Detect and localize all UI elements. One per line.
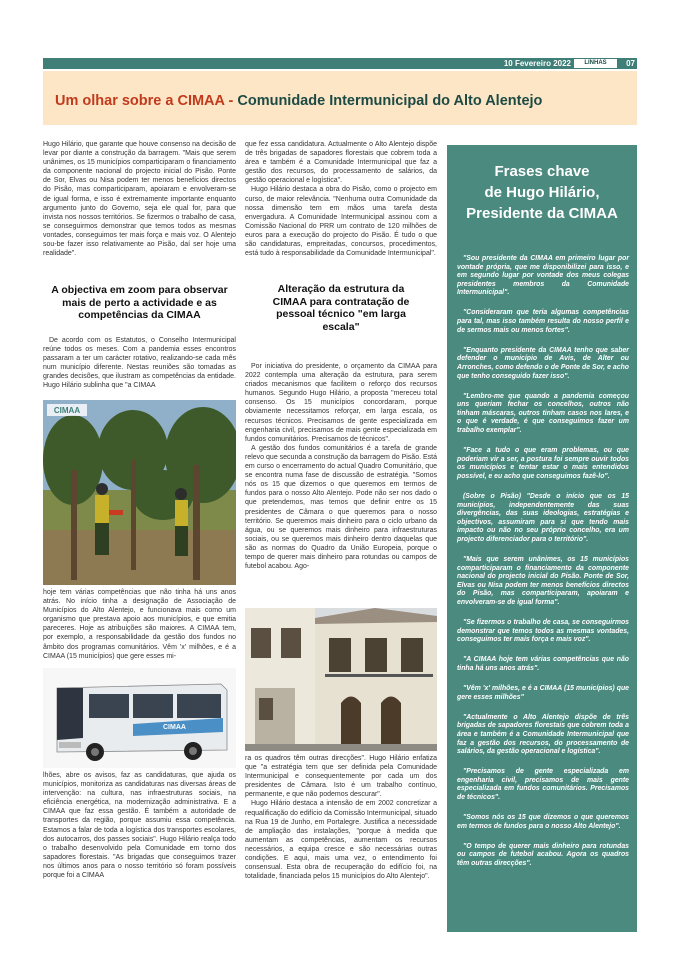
quote: (Sobre o Pisão) "Desde o início que os 15 municípios, independentemente das suas divergências, das suas ideologias, estratégias e objectivos, assumiram para si que tendo mais impacto ou não no seu próprio concelho, era um projecto diferenciador para o território". xyxy=(457,492,629,543)
column-1-body-3 xyxy=(43,771,236,880)
bus-brand-text: CIMAA xyxy=(163,724,186,731)
photo-logo-text: CIMAA xyxy=(53,406,81,415)
publication-logo: LINHAS xyxy=(574,59,617,68)
title-part-a: Um olhar sobre a CIMAA - xyxy=(55,93,234,109)
bus-photo xyxy=(43,668,236,768)
sidebar-title-line3: Presidente da CIMAA xyxy=(466,205,618,222)
column-1-intro xyxy=(43,140,236,258)
article-title-banner xyxy=(43,71,637,125)
issue-date: 10 Fevereiro 2022 xyxy=(503,59,571,68)
column-2-body-2 xyxy=(245,754,437,881)
sidebar-title-line1: Frases chave xyxy=(494,163,590,180)
paragraph: Por iniciativa do presidente, o orçamento da CIMAA para 2022 contempla uma alteração da estrutura, para serem criados mecanismos que facilitem o reforço dos recursos humanos. Segundo Hugo Hilário, a proposta "mereceu total consenso. Os 15 municípios concordaram, porque obviamente necessitamos reforçar, em larga escala, os recursos técnicos. Precisamos de gente especializada em engenharia civil, precisamos de mais gente especializada em fundos comunitários. Precisamos de técnicos". xyxy=(245,363,437,443)
section-heading-1: A objectiva em zoom para observar mais de perto a actividade e as competências da CIMAA xyxy=(51,284,228,321)
quote: "Actualmente o Alto Alentejo dispõe de três brigadas de sapadores florestais que cobrem toda a área e também é a Comunidade Intermunicipal que faz a gestão dos recursos, do processamento de salários, da gestão operacional e logística". xyxy=(457,713,629,756)
sidebar-title xyxy=(447,161,637,224)
column-1-body-2 xyxy=(43,588,236,661)
paragraph: Hugo Hilário destaca a obra do Pisão, como o projecto em curso, de maior relevância. "Nenhuma outra Comunidade da nossa dimensão tem em mãos uma tarefa desta envergadura. A Comunidade Intermunicipal assinou com a Comissão Nacional do PRR um contrato de 120 milhões de euros para a execução do projecto do Pisão. É tudo o que são candidaturas, empreitadas, concursos, procedimentos, está tudo à responsabilidade da Comunidade Intermunicipal". xyxy=(245,186,437,258)
quote: "Mais que serem unânimes, os 15 municípios comparticiparam o financiamento da componente nacional do projecto inicial do Pisão. Ponte de Sor, Elvas ou Nisa podem ter menos benefícios directos do Pisão, mas comparticiparam, apoiaram e envolveram-se de igual forma". xyxy=(457,556,629,606)
building-photo xyxy=(245,608,437,751)
paragraph: lhões, abre os avisos, faz as candidaturas, que ajuda os municípios, monitoriza as candidaturas nas diversas áreas de intervenção: na cultura, nas infraestruturas sociais, na eficiência energética, na modernização administrativa. E a CIMAA que faz essa gestão. É também a autoridade de transportes da região, porque assumiu essa competência. Estamos a falar de toda a logística dos transportes escolares, dos autocarros, dos passes sociais". Hugo Hilário realça todo o trabalho desenvolvido pela Comunidade em torno dos sapadores florestais. "As brigadas que conseguimos trazer nos últimos anos para o nosso território só foram possíveis porque foi a CIMAA xyxy=(43,772,236,880)
quote: "A CIMAA hoje tem várias competências que não tinha há uns anos atrás". xyxy=(457,656,629,672)
section-heading-2: Alteração da estrutura da CIMAA para contratação de pessoal técnico "em larga escala" xyxy=(272,283,410,333)
page-number: 07 xyxy=(626,59,635,68)
key-quotes-sidebar xyxy=(447,145,637,932)
quote: "Face a tudo o que eram problemas, ou que poderiam vir a ser, a postura foi sempre ouvir todos os municípios e tentar estar o mais entendidos possível, e eu acho que conseguimos fazê-lo". xyxy=(457,447,629,480)
title-part-b: Comunidade Intermunicipal do Alto Alentejo xyxy=(237,93,543,109)
paragraph: De acordo com os Estatutos, o Conselho Intermunicipal reúne todos os meses. Com a pandemia esses encontros passaram a ter um carácter rotativo, realizando-se cada mês num município diferente. Nestas reuniões são tomadas as grandes decisões, que ilustram as competências da entidade. Hugo Hilário sublinha que "a CIMAA xyxy=(43,337,236,390)
column-2-intro xyxy=(245,140,437,258)
quote: "Vêm 'x' milhões, e é a CIMAA (15 municípios) que gere esses milhões" xyxy=(457,685,629,701)
sidebar-title-line2: de Hugo Hilário, xyxy=(484,184,600,201)
paragraph: que fez essa candidatura. Actualmente o Alto Alentejo dispõe de três brigadas de sapadores florestais que cobrem toda a área e também é a Comunidade Intermunicipal que faz a gestão dos recursos, do processamento de salários, da gestão operacional e logística". xyxy=(245,141,437,185)
sidebar-quotes xyxy=(457,255,629,880)
column-2-body xyxy=(245,362,437,571)
page-header-bar xyxy=(43,58,637,69)
quote: "Sou presidente da CIMAA em primeiro lugar por vontade própria, que me disponibilizei para isso, e em segundo lugar por vontade dos meus colegas presidentes membros da Comunidade Intermunicipal". xyxy=(457,255,629,297)
quote: "O tempo de querer mais dinheiro para rotundas ou campos de futebol acabou. Agora os quadros têm outras direcções". xyxy=(457,842,629,867)
quote: "Lembro-me que quando a pandemia começou uns queriam fechar os concelhos, outros não tinham máscaras, outros tinham casos nos lares, e o que é verdade, é que conseguimos fazer um trabalho exemplar". xyxy=(457,392,629,434)
paragraph: hoje tem várias competências que não tinha há uns anos atrás. No início tinha a designação de Associação de Municípios do Alto Alentejo, e funcionava mais como um organismo que prestava apoio aos municípios, e que emitia pareceres. Hoje as atribuições são maiores. A CIMAA tem, por exemplo, a responsabilidade da gestão dos fundos no âmbito dos programas comunitários. Vêm 'x' milhões, e é a CIMAA (15 municípios) que gere esses mi- xyxy=(43,589,236,660)
quote: "Precisamos de gente especializada em engenharia civil, precisamos de mais gente especializada em fundos comunitários. Precisamos de técnicos". xyxy=(457,768,629,801)
paragraph: Hugo Hilário, que garante que houve consenso na decisão de levar por diante a construção da barragem. "Mais que serem unânimes, os 15 municípios comparticiparam o financiamento da componente nacional do projecto inicial do Pisão. Ponte de Sor, Elvas ou Nisa podem ter menos benefícios directos do Pisão, mas comparticiparam, apoiaram e envolveram-se de igual forma, e isso é extremamente importante enquanto argumento junto do Governo, seja ele qual for, para que invista nos nossos territórios. Se fizermos o trabalho de casa, se conseguirmos demonstrar que temos todos as mesmas vontades, conseguimos ter mais força e mais voz. O Alentejo sou-be fazer isso relativamente ao Pisão, daí ser hoje uma realidade". xyxy=(43,141,236,258)
paragraph: Hugo Hilário destaca a intensão de em 2002 concretizar a requalificação do edifício da Comissão Intermunicipal, situado na Rua 19 de Junho, em Portalegre. Justifica a necessidade de ampliação das instalações, "porque à medida que aumentam as competências, aumentam os recursos necessários, a equipa cresce e são necessárias outras condições. E aqui, mais uma vez, o entendimento foi consensual. Esta obra de recuperação do edifício foi, na totalidade, financiada pelos 15 municípios do Alto Alentejo". xyxy=(245,800,437,881)
quote: "Somos nós os 15 que dizemos o que queremos em termos de fundos para o nosso Alto Alentejo". xyxy=(457,814,629,830)
article-title xyxy=(55,93,542,109)
column-1-body xyxy=(43,336,236,391)
paragraph: A gestão dos fundos comunitários é a tarefa de grande relevo que secunda a construção da barragem do Pisão. Está em curso o encerramento do actual Quadro Comunitário, que se encontra numa fase de discussão de estratégia. "Somos nós os 15 que dizemos o que queremos em termos de fundos para o nosso Alto Alentejo. Pode não ser nos dado o que pretendemos, mas temos que definir entre os 15 presidentes de Câmara o que queremos para o nosso território. Se queremos mais dinheiro para o ciclo urbano da água, ou se queremos mais dinheiro para infraestruturas sociais, ou se queremos mais dinheiro dentro daquelas que são as normas do Quadro da União Europeia, porque o tempo de querer mais dinheiro para rotundas ou campos de futebol acabou. Ago- xyxy=(245,444,437,571)
quote: "Se fizermos o trabalho de casa, se conseguirmos demonstrar que temos todos as mesmas vontades, conseguimos ter mais força e mais voz". xyxy=(457,619,629,644)
forest-workers-photo xyxy=(43,400,236,585)
quote: "Consideraram que teria algumas competências para tal, mas isso também resulta do nosso perfil e de sermos mais ou menos fortes". xyxy=(457,309,629,334)
quote: "Enquanto presidente da CIMAA tenho que saber defender o município de Avis, de Alter ou Arronches, como defendo o de Ponte de Sor, e acho que tenho conseguido fazer isso". xyxy=(457,346,629,380)
paragraph: ra os quadros têm outras direcções". Hugo Hilário enfatiza que "a estratégia tem que ser definida pela Comunidade Intermunicipal e consequentemente por cada um dos presidentes de Câmara. Isto é um trabalho contínuo, permanente, e que não podemos descurar". xyxy=(245,755,437,799)
